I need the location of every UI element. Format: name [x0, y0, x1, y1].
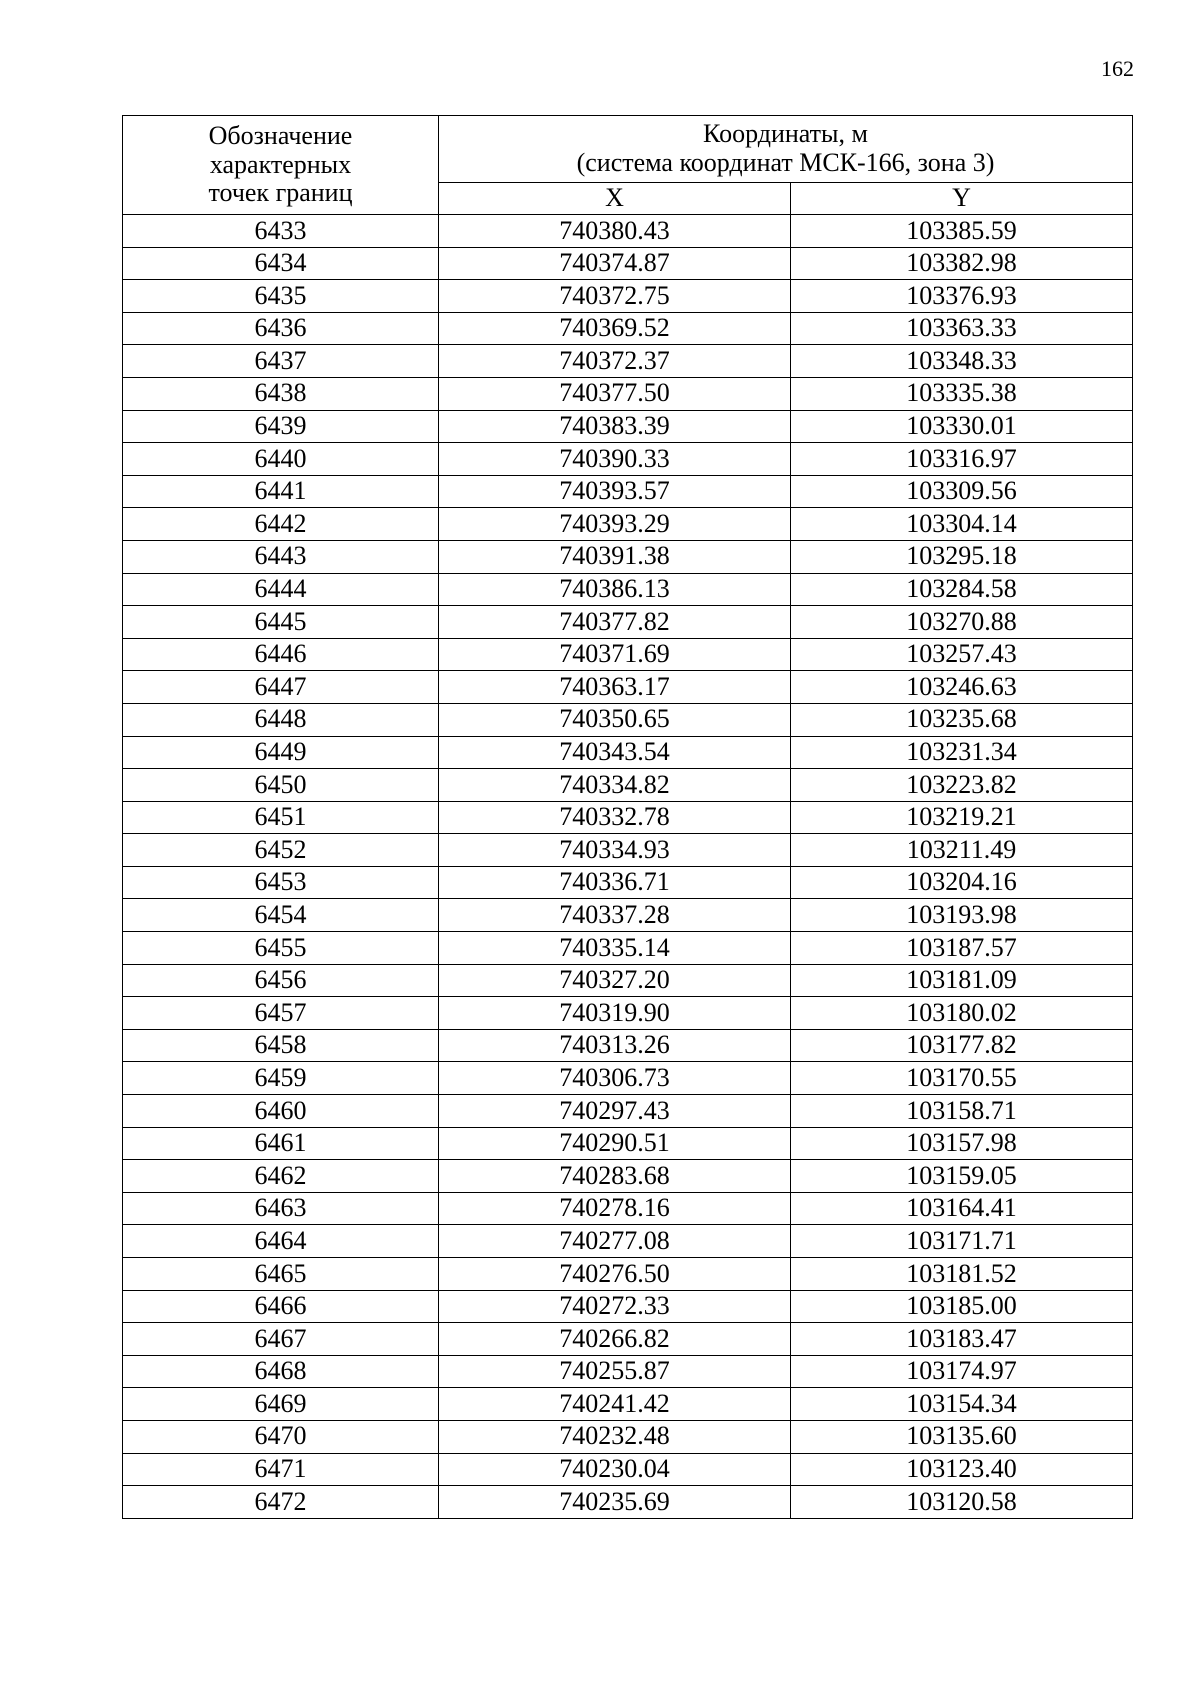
x-coordinate-cell: 740319.90: [439, 997, 791, 1030]
point-id-cell: 6454: [123, 899, 439, 932]
y-coordinate-cell: 103284.58: [791, 573, 1133, 606]
y-coordinate-cell: 103223.82: [791, 769, 1133, 802]
point-id-cell: 6436: [123, 312, 439, 345]
table-row: [123, 801, 1133, 834]
table-row: [123, 1029, 1133, 1062]
x-coordinate-cell: 740313.26: [439, 1029, 791, 1062]
table-row: [123, 1420, 1133, 1453]
point-id-cell: 6440: [123, 443, 439, 476]
y-coordinate-cell: 103219.21: [791, 801, 1133, 834]
y-coordinate-cell: 103154.34: [791, 1388, 1133, 1421]
point-id-cell: 6437: [123, 345, 439, 378]
table-row: [123, 1355, 1133, 1388]
y-coordinate-cell: 103309.56: [791, 475, 1133, 508]
point-id-cell: 6461: [123, 1127, 439, 1160]
table-row: [123, 1258, 1133, 1291]
y-coordinate-cell: 103235.68: [791, 703, 1133, 736]
table-row: [123, 345, 1133, 378]
x-coordinate-cell: 740372.37: [439, 345, 791, 378]
x-coordinate-cell: 740232.48: [439, 1420, 791, 1453]
point-id-cell: 6457: [123, 997, 439, 1030]
x-coordinate-cell: 740337.28: [439, 899, 791, 932]
table-row: [123, 443, 1133, 476]
y-coordinate-cell: 103382.98: [791, 247, 1133, 280]
x-coordinate-cell: 740332.78: [439, 801, 791, 834]
y-coordinate-cell: 103363.33: [791, 312, 1133, 345]
y-coordinate-cell: 103159.05: [791, 1160, 1133, 1193]
header-point-designation: [123, 116, 439, 215]
y-coordinate-cell: 103170.55: [791, 1062, 1133, 1095]
y-coordinate-cell: 103174.97: [791, 1355, 1133, 1388]
table-row: [123, 247, 1133, 280]
x-coordinate-cell: 740235.69: [439, 1486, 791, 1519]
y-coordinate-cell: 103183.47: [791, 1323, 1133, 1356]
table-row: [123, 280, 1133, 313]
table-row: [123, 638, 1133, 671]
point-id-cell: 6443: [123, 540, 439, 573]
page-number: 162: [1101, 56, 1134, 81]
x-coordinate-cell: 740393.57: [439, 475, 791, 508]
coordinates-table: [122, 115, 1133, 1519]
point-id-cell: 6441: [123, 475, 439, 508]
header-point-line-3: точек границ: [208, 178, 353, 208]
point-id-cell: 6444: [123, 573, 439, 606]
point-id-cell: 6447: [123, 671, 439, 704]
point-id-cell: 6435: [123, 280, 439, 313]
x-coordinate-cell: 740343.54: [439, 736, 791, 769]
y-coordinate-cell: 103135.60: [791, 1420, 1133, 1453]
x-coordinate-cell: 740297.43: [439, 1095, 791, 1128]
point-id-cell: 6433: [123, 215, 439, 248]
point-id-cell: 6470: [123, 1420, 439, 1453]
table-row: [123, 964, 1133, 997]
point-id-cell: 6438: [123, 377, 439, 410]
x-coordinate-cell: 740272.33: [439, 1290, 791, 1323]
x-coordinate-cell: 740386.13: [439, 573, 791, 606]
table-row: [123, 573, 1133, 606]
x-coordinate-cell: 740377.82: [439, 606, 791, 639]
y-coordinate-cell: 103246.63: [791, 671, 1133, 704]
x-coordinate-cell: 740336.71: [439, 866, 791, 899]
x-coordinate-cell: 740334.93: [439, 834, 791, 867]
table-row: [123, 312, 1133, 345]
y-coordinate-cell: 103185.00: [791, 1290, 1133, 1323]
header-coordinates-line-1: Координаты, м: [703, 119, 868, 149]
y-coordinate-cell: 103270.88: [791, 606, 1133, 639]
x-coordinate-cell: 740350.65: [439, 703, 791, 736]
x-coordinate-cell: 740371.69: [439, 638, 791, 671]
x-coordinate-cell: 740327.20: [439, 964, 791, 997]
y-coordinate-cell: 103204.16: [791, 866, 1133, 899]
table-row: [123, 932, 1133, 965]
table-row: [123, 899, 1133, 932]
point-id-cell: 6458: [123, 1029, 439, 1062]
y-coordinate-cell: 103304.14: [791, 508, 1133, 541]
y-coordinate-cell: 103385.59: [791, 215, 1133, 248]
table-row: [123, 866, 1133, 899]
x-coordinate-cell: 740230.04: [439, 1453, 791, 1486]
table-row: [123, 736, 1133, 769]
y-coordinate-cell: 103158.71: [791, 1095, 1133, 1128]
header-coordinates-line-2: (система координат МСК-166, зона 3): [576, 148, 995, 177]
point-id-cell: 6452: [123, 834, 439, 867]
point-id-cell: 6439: [123, 410, 439, 443]
y-coordinate-cell: 103211.49: [791, 834, 1133, 867]
y-coordinate-cell: 103181.52: [791, 1258, 1133, 1291]
header-coordinates: [439, 116, 1133, 183]
y-coordinate-cell: 103330.01: [791, 410, 1133, 443]
y-coordinate-cell: 103157.98: [791, 1127, 1133, 1160]
point-id-cell: 6467: [123, 1323, 439, 1356]
x-coordinate-cell: 740374.87: [439, 247, 791, 280]
header-x: X: [439, 183, 791, 215]
y-coordinate-cell: 103123.40: [791, 1453, 1133, 1486]
x-coordinate-cell: 740393.29: [439, 508, 791, 541]
x-coordinate-cell: 740306.73: [439, 1062, 791, 1095]
header-row-top: [123, 116, 1133, 183]
y-coordinate-cell: 103164.41: [791, 1192, 1133, 1225]
table-row: [123, 1388, 1133, 1421]
table-row: [123, 1127, 1133, 1160]
x-coordinate-cell: 740369.52: [439, 312, 791, 345]
table-row: [123, 1095, 1133, 1128]
y-coordinate-cell: 103120.58: [791, 1486, 1133, 1519]
table-row: [123, 671, 1133, 704]
point-id-cell: 6446: [123, 638, 439, 671]
x-coordinate-cell: 740334.82: [439, 769, 791, 802]
table-row: [123, 215, 1133, 248]
x-coordinate-cell: 740372.75: [439, 280, 791, 313]
table-row: [123, 703, 1133, 736]
table-row: [123, 377, 1133, 410]
table-row: [123, 475, 1133, 508]
table-row: [123, 508, 1133, 541]
table-row: [123, 1290, 1133, 1323]
point-id-cell: 6442: [123, 508, 439, 541]
y-coordinate-cell: 103348.33: [791, 345, 1133, 378]
x-coordinate-cell: 740390.33: [439, 443, 791, 476]
x-coordinate-cell: 740276.50: [439, 1258, 791, 1291]
y-coordinate-cell: 103180.02: [791, 997, 1133, 1030]
point-id-cell: 6468: [123, 1355, 439, 1388]
point-id-cell: 6455: [123, 932, 439, 965]
x-coordinate-cell: 740255.87: [439, 1355, 791, 1388]
x-coordinate-cell: 740290.51: [439, 1127, 791, 1160]
table-row: [123, 769, 1133, 802]
header-point-line-1: Обозначение: [208, 121, 353, 151]
table-body: [123, 215, 1133, 1519]
point-id-cell: 6469: [123, 1388, 439, 1421]
y-coordinate-cell: 103231.34: [791, 736, 1133, 769]
point-id-cell: 6445: [123, 606, 439, 639]
point-id-cell: 6448: [123, 703, 439, 736]
table-header: [123, 116, 1133, 215]
point-id-cell: 6434: [123, 247, 439, 280]
point-id-cell: 6456: [123, 964, 439, 997]
table-row: [123, 1486, 1133, 1519]
x-coordinate-cell: 740283.68: [439, 1160, 791, 1193]
y-coordinate-cell: 103177.82: [791, 1029, 1133, 1062]
y-coordinate-cell: 103295.18: [791, 540, 1133, 573]
point-id-cell: 6451: [123, 801, 439, 834]
x-coordinate-cell: 740266.82: [439, 1323, 791, 1356]
x-coordinate-cell: 740383.39: [439, 410, 791, 443]
table-row: [123, 540, 1133, 573]
x-coordinate-cell: 740391.38: [439, 540, 791, 573]
y-coordinate-cell: 103193.98: [791, 899, 1133, 932]
point-id-cell: 6466: [123, 1290, 439, 1323]
table-row: [123, 1192, 1133, 1225]
y-coordinate-cell: 103257.43: [791, 638, 1133, 671]
x-coordinate-cell: 740335.14: [439, 932, 791, 965]
header-y: Y: [791, 183, 1133, 215]
header-point-line-2: характерных: [209, 149, 352, 179]
table-row: [123, 606, 1133, 639]
table-row: [123, 1225, 1133, 1258]
point-id-cell: 6465: [123, 1258, 439, 1291]
x-coordinate-cell: 740380.43: [439, 215, 791, 248]
point-id-cell: 6471: [123, 1453, 439, 1486]
point-id-cell: 6449: [123, 736, 439, 769]
table-row: [123, 1160, 1133, 1193]
y-coordinate-cell: 103181.09: [791, 964, 1133, 997]
x-coordinate-cell: 740278.16: [439, 1192, 791, 1225]
table-row: [123, 1062, 1133, 1095]
table-row: [123, 997, 1133, 1030]
y-coordinate-cell: 103335.38: [791, 377, 1133, 410]
point-id-cell: 6453: [123, 866, 439, 899]
x-coordinate-cell: 740241.42: [439, 1388, 791, 1421]
table-row: [123, 1323, 1133, 1356]
table-row: [123, 1453, 1133, 1486]
y-coordinate-cell: 103171.71: [791, 1225, 1133, 1258]
x-coordinate-cell: 740363.17: [439, 671, 791, 704]
y-coordinate-cell: 103187.57: [791, 932, 1133, 965]
y-coordinate-cell: 103316.97: [791, 443, 1133, 476]
point-id-cell: 6462: [123, 1160, 439, 1193]
point-id-cell: 6464: [123, 1225, 439, 1258]
point-id-cell: 6463: [123, 1192, 439, 1225]
point-id-cell: 6472: [123, 1486, 439, 1519]
y-coordinate-cell: 103376.93: [791, 280, 1133, 313]
x-coordinate-cell: 740377.50: [439, 377, 791, 410]
point-id-cell: 6459: [123, 1062, 439, 1095]
point-id-cell: 6450: [123, 769, 439, 802]
point-id-cell: 6460: [123, 1095, 439, 1128]
table-row: [123, 410, 1133, 443]
table-row: [123, 834, 1133, 867]
x-coordinate-cell: 740277.08: [439, 1225, 791, 1258]
